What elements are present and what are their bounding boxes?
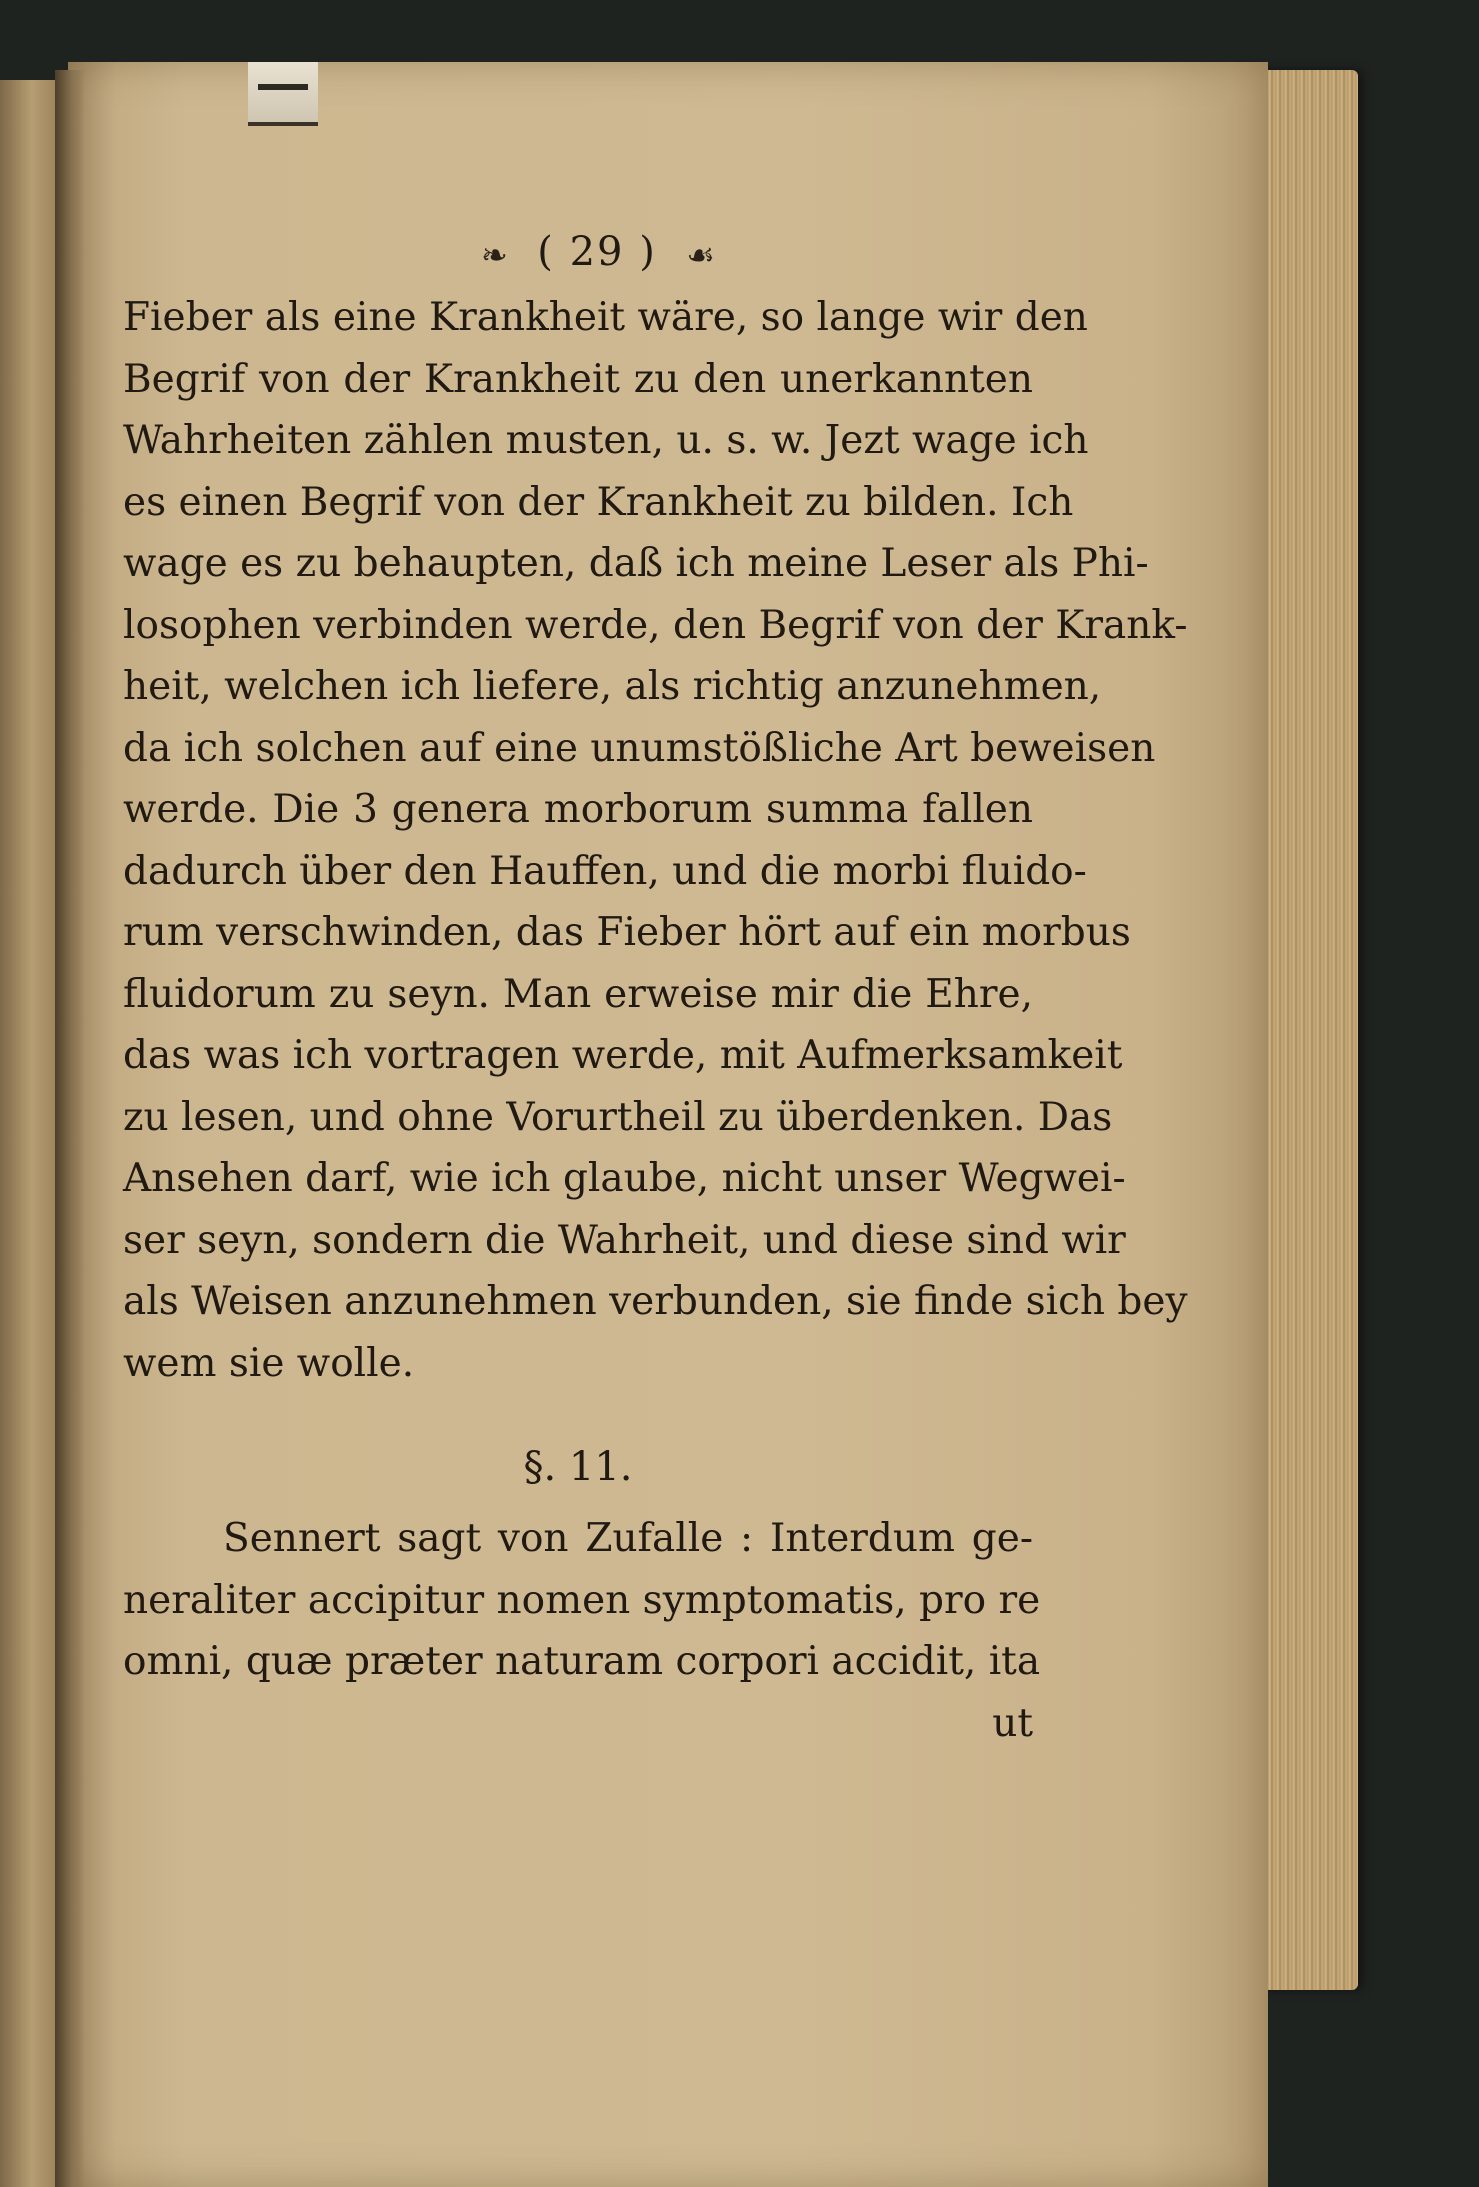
text-line: Fieber als eine Krankheit wäre, so lange wir den (123, 295, 1088, 340)
text-line: wem sie wolle. (123, 1340, 415, 1386)
text-line: wage es zu behaupten, daß ich meine Leser als Phi- (123, 541, 1149, 586)
text-line: dadurch über den Hauffen, und die morbi fluido- (123, 848, 1087, 894)
book-page (68, 62, 1268, 2187)
page-header (123, 217, 1033, 287)
text-line: neraliter accipitur nomen symptomatis, pro re (123, 1577, 1041, 1623)
section-heading: §. 11. (523, 1444, 633, 1490)
text-line: da ich solchen auf eine unumstößliche Art beweisen (123, 725, 1156, 771)
text-line: Begrif von der Krankheit zu den unerkannten (123, 356, 1033, 402)
text-line: als Weisen anzunehmen verbunden, sie finde sich bey (123, 1279, 1188, 1324)
text-line: zu lesen, und ohne Vorurtheil zu überdenken. Das (123, 1094, 1113, 1140)
text-line: losophen verbinden werde, den Begrif von der Krank- (123, 602, 1188, 648)
text-line: ser seyn, sondern die Wahrheit, und diese sind wir (123, 1217, 1126, 1263)
bookmark-tab (248, 62, 318, 126)
text-line: Sennert sagt von Zufalle : Interdum ge- (223, 1516, 1033, 1561)
text-line: omni, quæ præter naturam corpori accidit, ita (123, 1639, 1041, 1684)
text-line: werde. Die 3 genera morborum summa fallen (123, 787, 1033, 832)
text-line: heit, welchen ich liefere, als richtig anzunehmen, (123, 664, 1102, 709)
ornament-left-icon: ❧ (481, 236, 508, 274)
text-line: das was ich vortragen werde, mit Aufmerksamkeit (123, 1033, 1123, 1078)
book-gutter (55, 70, 85, 2187)
text-line: rum verschwinden, das Fieber hört auf ein morbus (123, 910, 1131, 955)
text-line: es einen Begrif von der Krankheit zu bilden. Ich (123, 479, 1074, 525)
text-line: fluidorum zu seyn. Man erweise mir die Ehre, (123, 971, 1033, 1017)
catchword: ut (992, 1700, 1033, 1746)
text-line: Wahrheiten zählen musten, u. s. w. Jezt wage ich (123, 418, 1089, 463)
page-text (123, 217, 1188, 1754)
ornament-right-icon: ☙ (686, 236, 715, 274)
text-line: Ansehen darf, wie ich glaube, nicht unser Wegwei- (123, 1156, 1126, 1201)
page-number: ( 29 ) (537, 229, 657, 275)
